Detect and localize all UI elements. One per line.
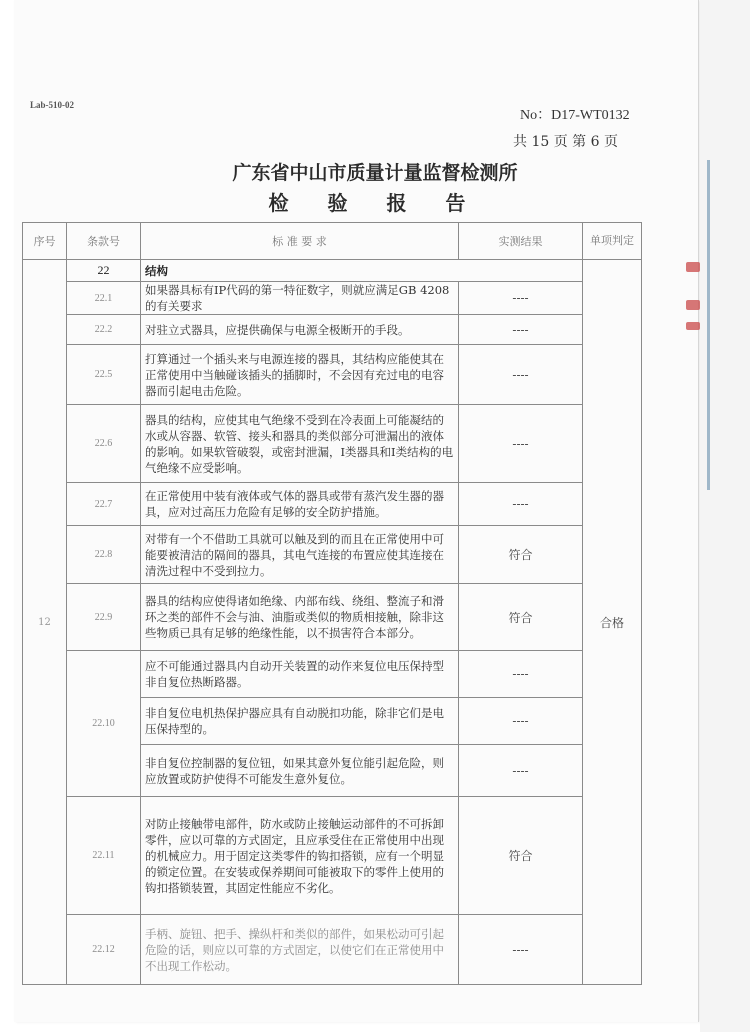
result-value: ---- [459,282,583,315]
table-row [23,797,642,915]
clause-number: 22.8 [67,526,141,584]
requirement-text: 对驻立式器具，应提供确保与电源全极断开的手段。 [141,315,459,345]
result-value: 符合 [459,584,583,651]
clause-number: 22.12 [67,915,141,985]
clause-number: 22.9 [67,584,141,651]
table-row [23,405,642,483]
document-number: No：D17-WT0132 [520,108,630,123]
column-header-seq: 序号 [23,223,67,260]
section-clause: 22 [67,260,141,282]
column-header-result: 实测结果 [459,223,583,260]
organization-name: 广东省中山市质量计量监督检测所 [232,162,518,184]
verdict: 合格 [583,260,642,985]
result-value: ---- [459,405,583,483]
clause-number: 22.2 [67,315,141,345]
table-row [23,651,642,698]
form-code: Lab-510-02 [30,100,75,110]
table-header-row [23,223,642,260]
report-title: 检 验 报 告 [268,191,482,215]
table-row [23,483,642,526]
requirement-text: 在正常使用中装有液体或气体的器具或带有蒸汽发生器的器具，应对过高压力危险有足够的安全防护措施。 [141,483,459,526]
clause-number: 22.5 [67,345,141,405]
result-value: ---- [459,315,583,345]
clause-number: 22.11 [67,797,141,915]
sequence-number: 12 [23,260,67,985]
requirement-text: 如果器具标有IP代码的第一特征数字，则就应满足GB 4208的有关要求 [141,282,459,315]
requirement-text: 应不可能通过器具内自动开关装置的动作来复位电压保持型非自复位热断路器。 [141,651,459,698]
requirement-text: 打算通过一个插头来与电源连接的器具，其结构应能使其在正常使用中当触碰该插头的插脚时，不会因有充过电的电容器而引起电击危险。 [141,345,459,405]
table-row [23,915,642,985]
requirement-text: 对防止接触带电部件，防水或防止接触运动部件的不可拆卸零件，应以可靠的方式固定，且应承受住在正常使用中出现的机械应力。用于固定这类零件的钩扣搭锁，应有一个明显的锁定位置。在安装或保养期间可能被取下的零件上使用的钩扣搭锁装置，其固定性能应不劣化。 [141,797,459,915]
requirement-text: 器具的结构，应使其电气绝缘不受到在冷表面上可能凝结的水或从容器、软管、接头和器具的类似部分可泄漏出的液体的影响。如果软管破裂，或密封泄漏，I类器具和I类结构的电气绝缘不应受影响。 [141,405,459,483]
table-row [23,315,642,345]
result-value: 符合 [459,526,583,584]
column-header-requirement: 标 准 要 求 [141,223,459,260]
result-value: ---- [459,915,583,985]
clause-number: 22.7 [67,483,141,526]
result-value: ---- [459,745,583,797]
result-value: 符合 [459,797,583,915]
clause-number: 22.1 [67,282,141,315]
requirement-text: 对带有一个不借助工具就可以触及到的而且在正常使用中可能要被清洁的隔间的器具，其电气连接的布置应使其连接在清洗过程中不受到拉力。 [141,526,459,584]
section-title: 结构 [141,260,583,282]
requirement-text: 非自复位控制器的复位钮，如果其意外复位能引起危险，则应放置或防护使得不可能发生意外复位。 [141,745,459,797]
table-row [23,584,642,651]
result-value: ---- [459,345,583,405]
result-value: ---- [459,651,583,698]
result-value: ---- [459,698,583,745]
clause-number: 22.6 [67,405,141,483]
column-header-clause: 条款号 [67,223,141,260]
inspection-table [22,222,642,985]
requirement-text: 非自复位电机热保护器应具有自动脱扣功能，除非它们是电压保持型的。 [141,698,459,745]
red-seal-fragment [686,322,700,330]
next-page-edge [700,0,750,1032]
column-header-verdict: 单项判定 [583,223,642,260]
page-info: 共 15 页 第 6 页 [513,134,618,150]
requirement-text: 器具的结构应使得诸如绝缘、内部布线、绕组、整流子和滑环之类的部件不会与油、油脂或类似的物质相接触，除非这些物质已具有足够的绝缘性能，以不损害符合本部分。 [141,584,459,651]
table-row [23,526,642,584]
table-row [23,260,642,282]
red-seal-fragment [686,300,700,310]
result-value: ---- [459,483,583,526]
red-seal-fragment [686,262,700,272]
clause-number: 22.10 [67,651,141,797]
table-row [23,345,642,405]
requirement-text: 手柄、旋钮、把手、操纵杆和类似的部件，如果松动可引起危险的话，则应以可靠的方式固定，以使它们在正常使用中不出现工作松动。 [141,915,459,985]
table-row [23,282,642,315]
